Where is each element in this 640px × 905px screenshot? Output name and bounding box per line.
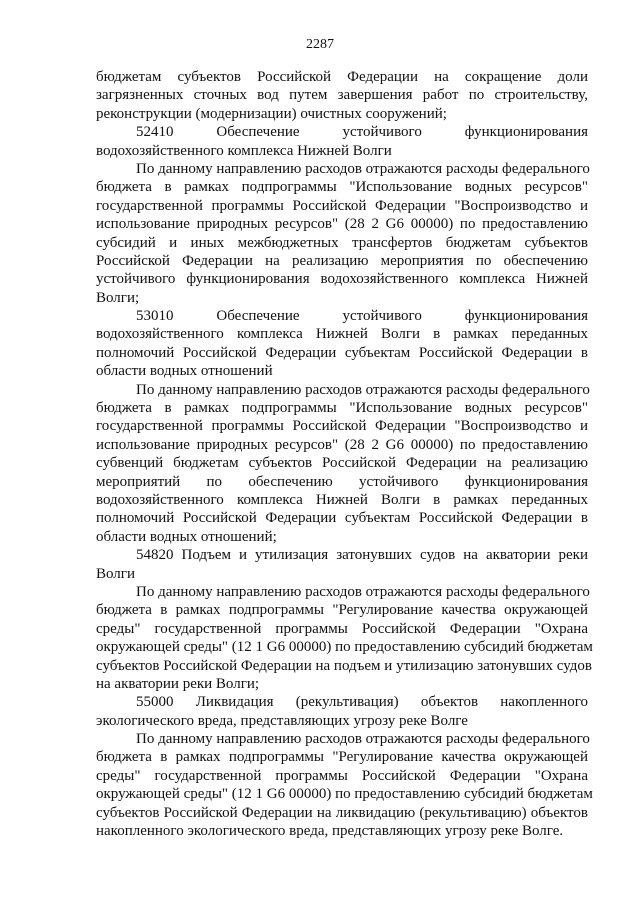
- text-line: бюджета в рамках подпрограммы "Использование водных ресурсов": [96, 179, 588, 196]
- text-line: экологического вреда, представляющих угрозу реке Волге: [96, 712, 468, 729]
- text-line: Российской Федерации на реализацию мероприятия по обеспечению: [96, 252, 588, 269]
- document-body: [96, 68, 593, 840]
- paragraph: [96, 693, 588, 730]
- text-line: бюджета в рамках подпрограммы "Регулирование качества окружающей: [96, 749, 588, 766]
- paragraph: [96, 546, 588, 583]
- text-line: области водных отношений;: [96, 528, 277, 545]
- text-line: полномочий Российской Федерации субъектам Российской Федерации в: [96, 344, 588, 361]
- text-line: субвенций бюджетам субъектов Российской Федерации на реализацию: [96, 455, 588, 472]
- text-line: субъектов Российской Федерации на ликвидацию (рекультивацию) объектов: [96, 804, 588, 821]
- paragraph: [96, 123, 588, 160]
- text-line: полномочий Российской Федерации субъектам Российской Федерации в: [96, 510, 588, 527]
- text-line: окружающей среды" (12 1 G6 00000) по предоставлению субсидий бюджетам: [96, 786, 593, 803]
- text-line: накопленного экологического вреда, представляющих угрозу реке Волге.: [96, 823, 564, 840]
- paragraph: [96, 68, 588, 123]
- text-line: реконструкции (модернизации) очистных сооружений;: [96, 105, 447, 122]
- text-line: субъектов Российской Федерации на подъем и утилизацию затонувших судов: [96, 657, 592, 674]
- text-line: Волги: [96, 565, 135, 582]
- text-line: государственной программы Российской Федерации "Воспроизводство и: [96, 418, 588, 435]
- text-line: бюджетам субъектов Российской Федерации на сокращение доли: [96, 69, 588, 85]
- text-line: водохозяйственного комплекса Нижней Волги в рамках переданных: [96, 491, 588, 508]
- text-line: По данному направлению расходов отражаются расходы федерального: [136, 731, 590, 748]
- text-line: загрязненных сточных вод путем завершения работ по строительству,: [96, 87, 588, 104]
- text-line: 54820 Подъем и утилизация затонувших судов на акватории реки: [136, 547, 588, 564]
- paragraph: [96, 730, 593, 840]
- text-line: государственной программы Российской Федерации "Воспроизводство и: [96, 197, 588, 214]
- paragraph: [96, 381, 588, 547]
- text-line: водохозяйственного комплекса Нижней Волги в рамках переданных: [96, 326, 588, 343]
- text-line: 55000 Ликвидация (рекультивация) объектов накопленного: [136, 694, 588, 711]
- text-line: Волги;: [96, 289, 140, 306]
- text-line: использование природных ресурсов" (28 2 G6 00000) по предоставлению: [96, 436, 588, 453]
- text-line: По данному направлению расходов отражаются расходы федерального: [136, 160, 590, 177]
- paragraph: [96, 160, 588, 307]
- text-line: на акватории реки Волги;: [96, 675, 260, 692]
- text-line: 53010 Обеспечение устойчивого функционирования: [136, 308, 588, 325]
- text-line: окружающей среды" (12 1 G6 00000) по предоставлению субсидий бюджетам: [96, 639, 593, 656]
- text-line: По данному направлению расходов отражаются расходы федерального: [136, 381, 590, 398]
- text-line: устойчивого функционирования водохозяйственного комплекса Нижней: [96, 271, 588, 288]
- text-line: 52410 Обеспечение устойчивого функционирования: [136, 124, 588, 141]
- text-line: среды" государственной программы Российской Федерации "Охрана: [96, 620, 588, 637]
- paragraph: [96, 583, 593, 693]
- text-line: использование природных ресурсов" (28 2 G6 00000) по предоставлению: [96, 216, 588, 233]
- text-line: бюджета в рамках подпрограммы "Использование водных ресурсов": [96, 400, 588, 417]
- paragraph: [96, 307, 588, 381]
- text-line: субсидий и иных межбюджетных трансфертов бюджетам субъектов: [96, 234, 588, 251]
- text-line: водохозяйственного комплекса Нижней Волги: [96, 142, 392, 159]
- text-line: мероприятий по обеспечению устойчивого функционирования: [96, 473, 588, 490]
- page-number: 2287: [306, 37, 334, 52]
- text-line: среды" государственной программы Российской Федерации "Охрана: [96, 767, 588, 784]
- text-line: По данному направлению расходов отражаются расходы федерального: [136, 583, 590, 600]
- text-line: бюджета в рамках подпрограммы "Регулирование качества окружающей: [96, 602, 588, 619]
- text-line: области водных отношений: [96, 363, 273, 380]
